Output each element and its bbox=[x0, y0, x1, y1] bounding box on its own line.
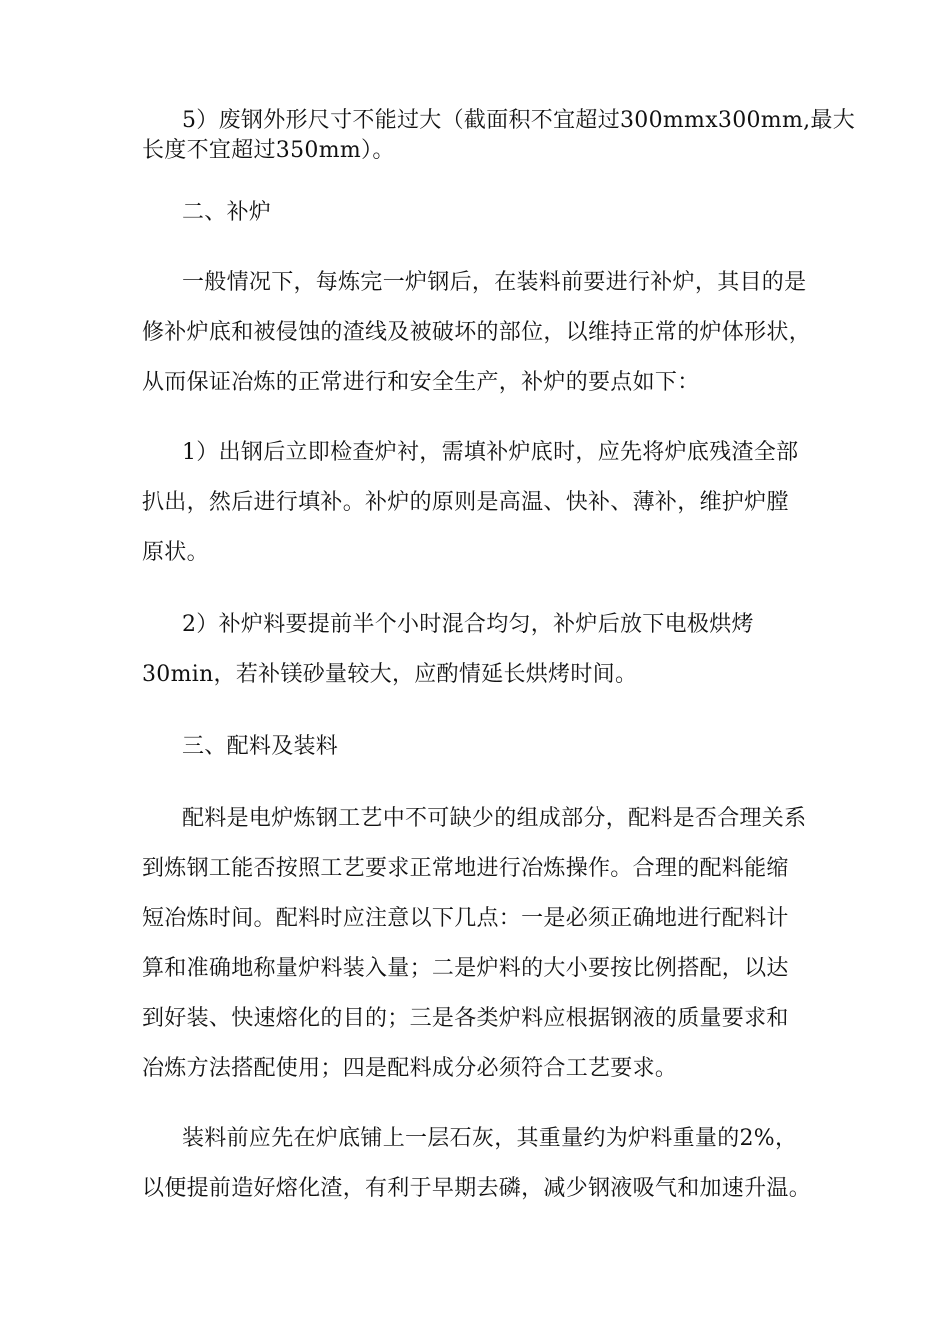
text-line: 5）废钢外形尺寸不能过大（截面积不宜超过300mmx300mm,最大 bbox=[182, 108, 856, 133]
section-heading: 二、补炉 bbox=[182, 200, 272, 225]
text-line: 装料前应先在炉底铺上一层石灰，其重量约为炉料重量的2%， bbox=[182, 1126, 798, 1151]
text-line: 30min，若补镁砂量较大，应酌情延长烘烤时间。 bbox=[142, 662, 638, 687]
text-line: 一般情况下，每炼完一炉钢后，在装料前要进行补炉，其目的是 bbox=[182, 270, 807, 295]
section-heading-charging bbox=[142, 722, 812, 772]
text-line: 扒出，然后进行填补。补炉的原则是高温、快补、薄补，维护炉膛 bbox=[142, 490, 789, 515]
text-line: 从而保证冶炼的正常进行和安全生产，补炉的要点如下： bbox=[142, 370, 700, 395]
text-line: 原状。 bbox=[142, 540, 209, 565]
text-line: 冶炼方法搭配使用；四是配料成分必须符合工艺要求。 bbox=[142, 1056, 678, 1081]
text-line: 以便提前造好熔化渣，有利于早期去磷，减少钢液吸气和加速升温。 bbox=[142, 1176, 812, 1201]
text-line: 到炼钢工能否按照工艺要求正常地进行冶炼操作。合理的配料能缩 bbox=[142, 856, 789, 881]
text-line: 短冶炼时间。配料时应注意以下几点：一是必须正确地进行配料计 bbox=[142, 906, 789, 931]
text-line: 2）补炉料要提前半个小时混合均匀，补炉后放下电极烘烤 bbox=[182, 612, 754, 637]
text-line: 1）出钢后立即检查炉衬，需填补炉底时，应先将炉底残渣全部 bbox=[182, 440, 799, 465]
text-line: 到好装、快速熔化的目的；三是各类炉料应根据钢液的质量要求和 bbox=[142, 1006, 789, 1031]
paragraph-lime-layer bbox=[142, 1114, 812, 1214]
paragraph-repair-purpose bbox=[142, 258, 812, 408]
text-line: 算和准确地称量炉料装入量；二是炉料的大小要按比例搭配，以达 bbox=[142, 956, 789, 981]
section-heading-furnace-repair bbox=[142, 188, 812, 238]
text-line: 配料是电炉炼钢工艺中不可缺少的组成部分，配料是否合理关系 bbox=[182, 806, 807, 831]
section-heading: 三、配料及装料 bbox=[182, 734, 339, 759]
paragraph-charge-mix bbox=[142, 794, 812, 1094]
paragraph-scrap-size bbox=[142, 106, 856, 166]
paragraph-repair-step-1 bbox=[142, 428, 812, 578]
paragraph-repair-step-2 bbox=[142, 600, 812, 700]
text-line: 修补炉底和被侵蚀的渣线及被破坏的部位，以维持正常的炉体形状， bbox=[142, 320, 812, 345]
text-line: 长度不宜超过350mm）。 bbox=[142, 138, 395, 163]
